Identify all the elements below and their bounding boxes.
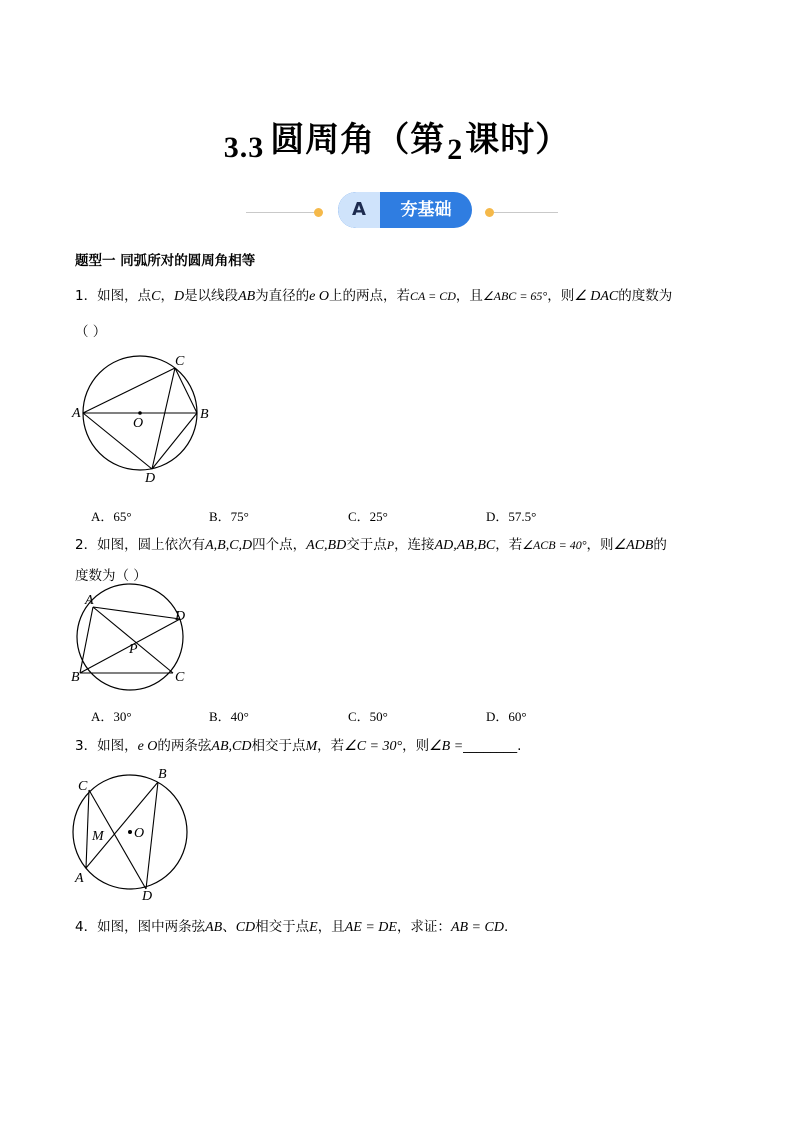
q4-text: 、 bbox=[222, 919, 236, 935]
q4-goal: AB = CD bbox=[450, 920, 504, 935]
q2-segs: AD,AB,BC bbox=[434, 538, 496, 553]
q2-angle: ∠ACB = 40° bbox=[522, 538, 587, 552]
q4-cond: AE = DE bbox=[344, 920, 397, 935]
q3-center-dot bbox=[128, 830, 132, 834]
q3-text: ，若 bbox=[317, 738, 345, 754]
q2-figure bbox=[68, 590, 193, 690]
banner-line-left bbox=[246, 212, 316, 213]
q1-label-o: O bbox=[133, 416, 144, 431]
q2-chord-ab bbox=[80, 607, 93, 673]
title-part2: 课时） bbox=[465, 120, 571, 160]
q3-angle: ∠C = 30° bbox=[344, 739, 403, 754]
banner-text: 夯基础 bbox=[400, 200, 452, 220]
q2-points: A,B,C,D bbox=[205, 538, 253, 553]
q4-text: ，且 bbox=[317, 919, 345, 935]
q3-text: 相交于点 bbox=[251, 738, 306, 754]
q2-option-b[interactable]: B．40° bbox=[209, 709, 249, 724]
q1-text: ，且 bbox=[455, 288, 483, 304]
q1-var: AB bbox=[238, 289, 256, 304]
q2-label-p: P bbox=[129, 642, 138, 657]
q1-option-c[interactable]: C．25° bbox=[348, 509, 388, 524]
q4-var: E bbox=[309, 920, 318, 935]
q2-line2: 度数为（ ） bbox=[75, 568, 147, 584]
q3-text: ，则 bbox=[402, 738, 430, 754]
q1-text: 是以线段 bbox=[184, 288, 239, 304]
q1-option-d[interactable]: D．57.5° bbox=[486, 509, 537, 524]
q1-ask: ∠ DAC bbox=[574, 289, 619, 304]
title-part1: 圆周角（第 bbox=[270, 120, 446, 160]
q1-var: e O bbox=[309, 289, 329, 304]
q1-center-dot bbox=[138, 411, 142, 415]
q3-text: 的两条弦 bbox=[157, 738, 212, 754]
q2-label-b: B bbox=[71, 670, 80, 685]
q2-text: 四个点， bbox=[252, 537, 307, 553]
q1-var: D bbox=[173, 289, 185, 304]
title-digit: 2 bbox=[447, 133, 464, 166]
banner-line-right bbox=[494, 212, 558, 213]
q2-text: ，则 bbox=[586, 537, 614, 553]
q2-option-a[interactable]: A．30° bbox=[91, 709, 132, 724]
q1-label-a: A bbox=[72, 406, 81, 421]
q1-angle: ∠ABC = 65° bbox=[482, 289, 548, 303]
q2-text: 的 bbox=[653, 537, 667, 553]
page-title bbox=[0, 112, 794, 166]
q1-arcs: CA = CD bbox=[410, 289, 456, 303]
q4-text: 4．如图，图中两条弦 bbox=[75, 919, 206, 935]
q1-label-b: B bbox=[200, 407, 209, 422]
q1-label-c: C bbox=[175, 354, 185, 369]
q3-chord-ca bbox=[86, 790, 89, 868]
q1-text: 为直径的 bbox=[255, 288, 310, 304]
q1-text: 1．如图，点 bbox=[75, 288, 152, 304]
q3-label-o: O bbox=[134, 826, 145, 841]
q3-ask: ∠B = bbox=[429, 739, 464, 754]
banner-badge bbox=[338, 192, 472, 228]
q3-var: M bbox=[305, 739, 318, 754]
banner-letter: A bbox=[338, 192, 380, 228]
q1-figure bbox=[70, 352, 220, 487]
q2-ask: ∠ADB bbox=[613, 538, 654, 553]
q1-option-b[interactable]: B．75° bbox=[209, 509, 249, 524]
q1-text: 的度数为 bbox=[618, 288, 673, 304]
q2-text: 2．如图，圆上依次有 bbox=[75, 537, 206, 553]
q2-text: ，连接 bbox=[394, 537, 435, 553]
q3-label-m: M bbox=[92, 829, 104, 844]
q3-blank[interactable]: ________ bbox=[463, 738, 518, 754]
q1-var: C bbox=[151, 289, 161, 304]
q4-text: 相交于点 bbox=[255, 919, 310, 935]
q3-stem bbox=[75, 736, 521, 757]
q3-label-a: A bbox=[75, 871, 84, 886]
q2-var: P bbox=[386, 538, 395, 552]
q3-label-b: B bbox=[158, 767, 167, 782]
q2-option-c[interactable]: C．50° bbox=[348, 709, 388, 724]
q2-label-a: A bbox=[85, 593, 94, 608]
q1-option-a[interactable]: A．65° bbox=[91, 509, 132, 524]
q3-label-c: C bbox=[78, 779, 88, 794]
q2-label-c: C bbox=[175, 670, 185, 685]
banner-dot-right bbox=[485, 208, 494, 217]
q1-chord-ac bbox=[83, 368, 175, 413]
q1-stem bbox=[75, 286, 672, 307]
q3-text: . bbox=[517, 738, 522, 754]
q1-text: ， bbox=[160, 288, 174, 304]
q2-text: 交于点 bbox=[346, 537, 387, 553]
q4-var: AB bbox=[205, 920, 223, 935]
banner-dot-left bbox=[314, 208, 323, 217]
section-heading: 题型一 同弧所对的圆周角相等 bbox=[75, 253, 256, 269]
q1-label-d: D bbox=[145, 471, 156, 486]
q4-var: CD bbox=[235, 920, 256, 935]
q2-label-d: D bbox=[175, 609, 186, 624]
q1-text: ，则 bbox=[547, 288, 575, 304]
q3-chord-ab bbox=[86, 782, 158, 868]
q1-text: 上的两点，若 bbox=[329, 288, 410, 304]
q4-stem bbox=[75, 917, 508, 938]
q1-chord-cb bbox=[175, 368, 197, 413]
section-banner bbox=[0, 192, 794, 232]
q4-text: ，求证： bbox=[396, 919, 451, 935]
q3-chord-bd bbox=[146, 782, 158, 889]
q3-var: e O bbox=[137, 739, 158, 754]
q3-label-d: D bbox=[142, 889, 153, 904]
q3-chords: AB,CD bbox=[211, 739, 252, 754]
q4-text: . bbox=[503, 919, 509, 935]
q2-option-d[interactable]: D．60° bbox=[486, 709, 527, 724]
q1-answer-paren: （ ） bbox=[75, 324, 107, 340]
q3-figure bbox=[68, 762, 198, 902]
q2-chords: AC,BD bbox=[306, 538, 347, 553]
q3-text: 3．如图， bbox=[75, 738, 138, 754]
title-number: 3.3 bbox=[223, 131, 265, 164]
q2-text: ，若 bbox=[495, 537, 523, 553]
q2-stem bbox=[75, 535, 667, 556]
